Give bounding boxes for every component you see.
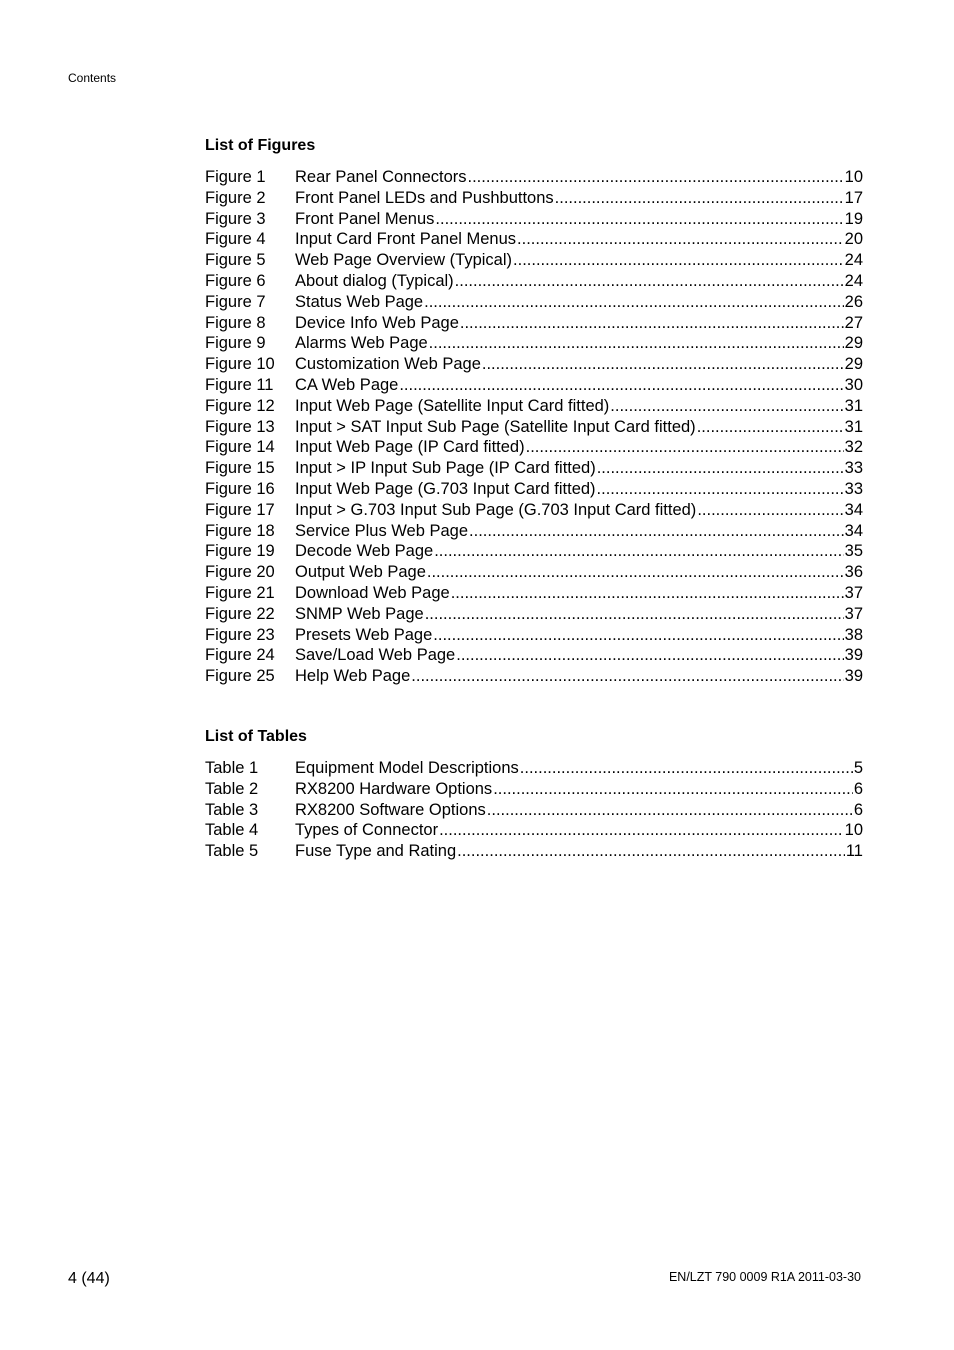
toc-entry-title: Web Page Overview (Typical)	[295, 251, 513, 270]
toc-entry-title: Input > SAT Input Sub Page (Satellite Input Card fitted)	[295, 417, 696, 436]
toc-entry-title: Download Web Page	[295, 583, 450, 602]
toc-entry-title: About dialog (Typical)	[295, 271, 454, 290]
toc-entry-title: Front Panel LEDs and Pushbuttons	[295, 188, 554, 207]
toc-entry-title: Status Web Page	[295, 292, 424, 311]
toc-entry-title: RX8200 Software Options	[295, 800, 486, 819]
toc-entry-title: Input Web Page (IP Card fitted)	[295, 438, 525, 457]
dot-leader	[460, 313, 844, 334]
footer-page-number: 4 (44)	[68, 1270, 110, 1287]
toc-entry-title: Device Info Web Page	[295, 313, 459, 332]
toc-entry-number: Figure 13	[205, 417, 275, 436]
toc-entry-number: Figure 9	[205, 334, 266, 353]
toc-entry-title: Input Web Page (G.703 Input Card fitted)	[295, 479, 596, 498]
toc-entry-page: 31	[844, 396, 863, 415]
tables-list	[205, 758, 863, 862]
table-entry[interactable]	[205, 758, 863, 779]
toc-entry-number: Figure 5	[205, 251, 266, 270]
toc-entry-number: Figure 25	[205, 667, 275, 686]
dot-leader	[469, 521, 844, 542]
toc-entry-page: 10	[844, 821, 863, 840]
figure-entry[interactable]	[205, 479, 863, 500]
dot-leader	[399, 375, 843, 396]
toc-entry-page: 10	[844, 168, 863, 186]
toc-entry-title: Customization Web Page	[295, 355, 481, 374]
dot-leader	[526, 437, 844, 458]
toc-entry-number: Table 3	[205, 800, 259, 819]
toc-entry-page: 6	[853, 779, 863, 798]
toc-entry-page: 30	[844, 375, 863, 394]
running-head: Contents	[68, 71, 117, 85]
dot-leader	[411, 666, 843, 687]
figure-entry[interactable]	[205, 313, 863, 334]
figure-entry[interactable]	[205, 229, 863, 250]
toc-entry-number: Figure 14	[205, 438, 275, 457]
list-of-figures-heading: List of Figures	[205, 137, 316, 154]
dot-leader	[439, 820, 844, 841]
toc-entry-title: Input > G.703 Input Sub Page (G.703 Input Card fitted)	[295, 500, 697, 519]
toc-entry-number: Figure 10	[205, 355, 275, 374]
toc-entry-page: 35	[844, 542, 863, 561]
dot-leader	[434, 541, 843, 562]
toc-entry-number: Table 2	[205, 779, 259, 798]
toc-entry-number: Figure 8	[205, 313, 266, 332]
table-entry[interactable]	[205, 820, 863, 841]
toc-entry-number: Figure 22	[205, 604, 275, 623]
dot-leader	[517, 229, 844, 250]
dot-leader	[482, 354, 844, 375]
dot-leader	[425, 604, 844, 625]
figure-entry[interactable]	[205, 583, 863, 604]
toc-entry-number: Figure 19	[205, 542, 275, 561]
toc-entry-number: Figure 7	[205, 292, 266, 311]
dot-leader	[555, 188, 844, 209]
toc-entry-page: 37	[844, 604, 863, 623]
dot-leader	[435, 209, 843, 230]
toc-entry-page: 38	[844, 625, 863, 644]
dot-leader	[429, 333, 844, 354]
figure-entry[interactable]	[205, 500, 863, 521]
toc-entry-page: 11	[845, 842, 863, 861]
figure-entry[interactable]	[205, 333, 863, 354]
table-entry[interactable]	[205, 779, 863, 800]
figure-entry[interactable]	[205, 209, 863, 230]
toc-entry-page: 33	[844, 479, 863, 498]
toc-entry-number: Figure 2	[205, 188, 266, 207]
table-entry[interactable]	[205, 841, 863, 862]
figure-entry[interactable]	[205, 250, 863, 271]
toc-entry-title: Input > IP Input Sub Page (IP Card fitted)	[295, 459, 596, 478]
toc-entry-number: Figure 17	[205, 500, 275, 519]
figure-entry[interactable]	[205, 167, 863, 188]
toc-entry-page: 31	[844, 417, 863, 436]
figure-entry[interactable]	[205, 666, 863, 687]
figure-entry[interactable]	[205, 604, 863, 625]
dot-leader	[697, 500, 843, 521]
dot-leader	[513, 250, 844, 271]
toc-entry-number: Figure 16	[205, 479, 275, 498]
toc-entry-page: 37	[844, 583, 863, 602]
toc-entry-number: Table 5	[205, 842, 259, 861]
figure-entry[interactable]	[205, 645, 863, 666]
toc-entry-title: Input Web Page (Satellite Input Card fitted)	[295, 396, 610, 415]
toc-entry-number: Figure 11	[205, 375, 274, 394]
toc-entry-page: 24	[844, 271, 863, 290]
dot-leader	[427, 562, 844, 583]
toc-entry-title: Save/Load Web Page	[295, 646, 456, 665]
toc-entry-number: Figure 15	[205, 459, 275, 478]
toc-entry-number: Table 1	[205, 759, 259, 777]
toc-entry-page: 17	[844, 188, 863, 207]
list-of-tables-heading: List of Tables	[205, 728, 307, 745]
dot-leader	[520, 758, 853, 779]
toc-entry-page: 27	[844, 313, 863, 332]
toc-entry-page: 39	[844, 667, 863, 686]
dot-leader	[487, 800, 853, 821]
figure-entry[interactable]	[205, 562, 863, 583]
toc-entry-page: 24	[844, 251, 863, 270]
toc-entry-page: 32	[844, 438, 863, 457]
toc-entry-title: Types of Connector	[295, 821, 439, 840]
toc-entry-page: 29	[844, 355, 863, 374]
dot-leader	[455, 271, 844, 292]
toc-entry-page: 36	[844, 563, 863, 582]
toc-entry-page: 33	[844, 459, 863, 478]
toc-entry-title: Output Web Page	[295, 563, 426, 582]
dot-leader	[468, 167, 844, 188]
dot-leader	[456, 645, 843, 666]
dot-leader	[451, 583, 844, 604]
toc-entry-page: 5	[853, 759, 863, 777]
toc-entry-number: Figure 21	[205, 583, 275, 602]
toc-entry-number: Figure 23	[205, 625, 275, 644]
toc-entry-title: Fuse Type and Rating	[295, 842, 457, 861]
figure-entry[interactable]	[205, 541, 863, 562]
toc-entry-title: Presets Web Page	[295, 625, 433, 644]
dot-leader	[424, 292, 844, 313]
figure-entry[interactable]	[205, 271, 863, 292]
figure-entry[interactable]	[205, 521, 863, 542]
toc-entry-title: Help Web Page	[295, 667, 411, 686]
toc-entry-title: Rear Panel Connectors	[295, 168, 467, 186]
toc-entry-number: Figure 1	[205, 168, 266, 186]
figure-entry[interactable]	[205, 292, 863, 313]
list-of-figures-section	[205, 136, 863, 687]
toc-entry-title: Alarms Web Page	[295, 334, 428, 353]
toc-entry-number: Figure 6	[205, 271, 266, 290]
toc-entry-title: Input Card Front Panel Menus	[295, 230, 517, 249]
toc-entry-page: 19	[844, 209, 863, 228]
toc-entry-title: RX8200 Hardware Options	[295, 779, 493, 798]
dot-leader	[697, 417, 844, 438]
dot-leader	[597, 479, 844, 500]
figure-entry[interactable]	[205, 354, 863, 375]
toc-entry-page: 6	[853, 800, 863, 819]
toc-entry-title: Equipment Model Descriptions	[295, 759, 519, 777]
figure-entry[interactable]	[205, 188, 863, 209]
dot-leader	[610, 396, 843, 417]
dot-leader	[493, 779, 853, 800]
dot-leader	[457, 841, 845, 862]
toc-entry-page: 29	[844, 334, 863, 353]
toc-entry-title: Front Panel Menus	[295, 209, 435, 228]
list-of-tables-section	[205, 727, 863, 862]
dot-leader	[597, 458, 844, 479]
toc-entry-page: 34	[844, 500, 863, 519]
footer-document-id: EN/LZT 790 0009 R1A 2011-03-30	[668, 1270, 861, 1284]
toc-entry-number: Figure 20	[205, 563, 275, 582]
figure-entry[interactable]	[205, 437, 863, 458]
figure-entry[interactable]	[205, 625, 863, 646]
toc-entry-number: Figure 4	[205, 230, 266, 249]
toc-entry-number: Table 4	[205, 821, 259, 840]
toc-entry-number: Figure 24	[205, 646, 275, 665]
toc-entry-number: Figure 12	[205, 396, 275, 415]
dot-leader	[433, 625, 843, 646]
toc-entry-title: CA Web Page	[295, 375, 399, 394]
figures-list	[205, 167, 863, 687]
toc-entry-page: 20	[844, 230, 863, 249]
figure-entry[interactable]	[205, 417, 863, 438]
figure-entry[interactable]	[205, 458, 863, 479]
toc-entry-title: Decode Web Page	[295, 542, 434, 561]
toc-entry-page: 39	[844, 646, 863, 665]
figure-entry[interactable]	[205, 396, 863, 417]
toc-entry-number: Figure 18	[205, 521, 275, 540]
table-entry[interactable]	[205, 800, 863, 821]
toc-entry-title: SNMP Web Page	[295, 604, 424, 623]
figure-entry[interactable]	[205, 375, 863, 396]
toc-entry-number: Figure 3	[205, 209, 266, 228]
toc-entry-title: Service Plus Web Page	[295, 521, 469, 540]
toc-entry-page: 34	[844, 521, 863, 540]
toc-entry-page: 26	[844, 292, 863, 311]
